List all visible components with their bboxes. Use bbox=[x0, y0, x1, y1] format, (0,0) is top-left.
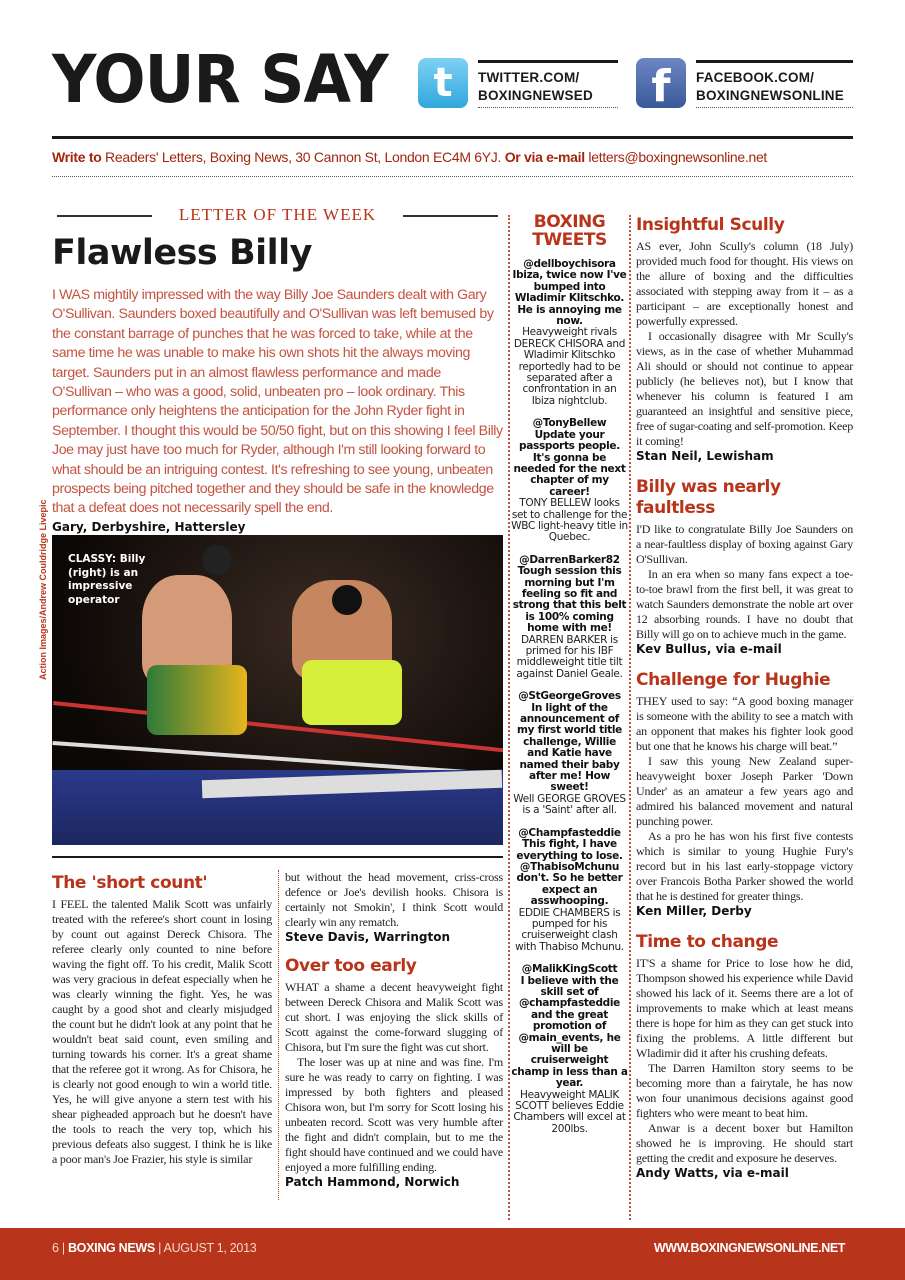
letter-heading: Billy was nearly faultless bbox=[636, 477, 781, 518]
write-to-line bbox=[52, 149, 767, 165]
letters-column-right bbox=[636, 215, 853, 1194]
letter-paragraph: THEY used to say: “A good boxing manager is someone with the ability to see a match with an opponent that makes his fighter look good but one that he knows his charge will beat.” bbox=[636, 694, 853, 753]
write-to-label: Write to bbox=[52, 149, 102, 165]
letter-paragraph: The Darren Hamilton story seems to be becoming more than a fairytale, he has now won four unanimous decisions against good fighters who were meant to beat him. bbox=[636, 1061, 853, 1120]
letters-column-b bbox=[285, 870, 503, 1201]
letter-of-week-kicker: LETTER OF THE WEEK bbox=[52, 205, 503, 225]
tweet-item bbox=[511, 828, 628, 953]
tweet-handle[interactable]: @TonyBellew bbox=[532, 417, 607, 430]
letter-heading: Over too early bbox=[285, 956, 417, 976]
letter-paragraph: In an era when so many fans expect a toe-to-toe brawl from the first bell, it was great to watch Saunders demonstrate the noble art over 12 absorbing rounds. I have no doubt that Billy will go on to achieve much in the game. bbox=[636, 567, 853, 641]
letter-paragraph: WHAT a shame a decent heavyweight fight between Dereck Chisora and Malik Scott was cut short. I was enjoying the slick skills of Scott against the come-forward slugging of Chisora, but I'm sure the fight was cut short. bbox=[285, 980, 503, 1054]
letter-paragraph: AS ever, John Scully's column (18 July) provided much food for thought. His views on the allure of boxing and the difficulties associated with stepping away from it – as a participant – are exceptionally honest and powerfully expressed. bbox=[636, 239, 853, 328]
letter-paragraph: I'D like to congratulate Billy Joe Saunders on a near-faultless display of boxing against Gary O'Sullivan. bbox=[636, 522, 853, 566]
section-rule bbox=[52, 856, 503, 858]
letter-signature: Ken Miller, Derby bbox=[636, 904, 752, 918]
tweet-text: I believe with the skill set of @champfasteddie and the great promotion of @main_events, he will be cruiserweight champ in less than a year. bbox=[511, 974, 628, 1090]
tweet-note: Heavyweight MALIK SCOTT believes Eddie Chambers will excel at 200lbs. bbox=[513, 1088, 626, 1135]
photo-caption: CLASSY: Billy (right) is an impressive operator bbox=[68, 553, 146, 606]
letters-column-a bbox=[52, 873, 272, 1167]
twitter-link[interactable] bbox=[478, 60, 618, 108]
tweet-handle[interactable]: @StGeorgeGroves bbox=[518, 690, 621, 703]
letter-paragraph: The loser was up at nine and was fine. I'm sure he was ready to carry on fighting. I was impressed by both fighters and pleased Chisora won, but I'm sorry for Scott losing his unbeaten record. Scott was very humble after the fight and didn't complain, but to me the fight should have continued and we could have enjoyed a more fulfilling ending. bbox=[285, 1055, 503, 1174]
tweets-divider-right bbox=[629, 215, 631, 1220]
photo-credit: Action Images/Andrew Couldridge Livepic bbox=[38, 499, 48, 680]
issue-date: | AUGUST 1, 2013 bbox=[154, 1241, 257, 1255]
tweet-item bbox=[511, 964, 628, 1135]
facebook-line2: BOXINGNEWSONLINE bbox=[696, 88, 844, 103]
twitter-icon[interactable]: t bbox=[418, 58, 468, 108]
page-title: YOUR SAY bbox=[52, 41, 388, 118]
website-link[interactable]: WWW.BOXINGNEWSONLINE.NET bbox=[653, 1241, 845, 1255]
tweet-item bbox=[511, 418, 628, 543]
twitter-line2: BOXINGNEWSED bbox=[478, 88, 593, 103]
email-link[interactable]: letters@boxingnewsonline.net bbox=[584, 149, 768, 165]
letter-title: Flawless Billy bbox=[52, 233, 312, 273]
tweet-handle[interactable]: @dellboychisora bbox=[523, 258, 616, 270]
tweet-text: Ibiza, twice now I've bumped into Wladimir Klitschko. He is annoying me now. bbox=[512, 269, 627, 328]
tweet-item bbox=[511, 555, 628, 680]
page-footer bbox=[0, 1228, 905, 1280]
letter-body: I WAS mightily impressed with the way Billy Joe Saunders dealt with Gary O'Sullivan. Saunders boxed beautifully and O'Sullivan was left bemused by the constant barrage of punches that he was forced to take, while at the same time he was unable to make his own shots hit the always moving target. Saunders put in an almost flawless performance and made O'Sullivan – who was a good, solid, unbeaten pro – look ordinary. This performance only heightens the anticipation for the John Ryder fight in September. I thought this would be 50/50 fight, but on this showing I feel Billy Joe may just have too much for Ryder, although I'm still looking forward to what should be an intriguing contest. It's refreshing to see young, unbeaten prospects being pitched together and they should be safe in the knowledge that a defeat does not necessarily spell the end. bbox=[52, 287, 503, 517]
tweet-item bbox=[511, 691, 628, 816]
letter-paragraph: I FEEL the talented Malik Scott was unfairly treated with the referee's short count in losing by count out against Dereck Chisora. The referee clearly only counted to nine before waving the fight off. To his credit, Malik Scott was very gracious in defeat especially when he was clearly winning the fight. Yes, he was caught by a good shot and clearly misjudged the count but he didn't look at any point that he wouldn't beat said count, even smiling and turning towards his corner. It's a great shame that the referee got it wrong. As for Chisora, he is clearly not good enough to win a world title. Yes, he will give anyone a stern test with his shear pigheaded approach but he doesn't have the tools to reach the very top, which his previous defeats also suggest. I think he is like a poor man's Joe Frazier, his style is similar bbox=[52, 897, 272, 1166]
tweets-heading: BOXING TWEETS bbox=[532, 212, 607, 250]
letter-signature: Kev Bullus, via e-mail bbox=[636, 642, 782, 656]
header-rule bbox=[52, 136, 853, 139]
letter-signature: Stan Neil, Lewisham bbox=[636, 449, 774, 463]
email-label: Or via e-mail bbox=[504, 149, 585, 165]
tweet-note: Heavyweight rivals DERECK CHISORA and Wladimir Klitschko reportedly had to be separated after a confrontation in an Ibiza nightclub. bbox=[513, 326, 626, 407]
letter-paragraph: Anwar is a decent boxer but Hamilton showed he is improving. He should start getting the credit and exposure he deserves. bbox=[636, 1121, 853, 1165]
twitter-line1: TWITTER.COM/ bbox=[478, 70, 580, 85]
letter-paragraph: IT'S a shame for Price to lose how he did, Thompson showed his experience while David showed his lack of it. Seems there are a lot of improvements to make which at least means there is hope for him as they can get stuck into fixing the problems. A little different but Wladimir did it after his crushing defeats. bbox=[636, 956, 853, 1060]
tweet-note: DARREN BARKER is primed for his IBF middleweight title tilt against Daniel Geale. bbox=[516, 633, 623, 680]
tweets-divider-left bbox=[508, 215, 510, 1220]
page-number: 6 | bbox=[52, 1241, 68, 1255]
letter-heading: Time to change bbox=[636, 932, 779, 952]
letter-heading: The 'short count' bbox=[52, 873, 208, 893]
letter-paragraph: As a pro he has won his first five contests which is similar to young Hughie Fury's record but in his last early-stoppage victory over Francois Botha Parker showed the world that he is destined for greater things. bbox=[636, 829, 853, 903]
tweet-note: TONY BELLEW looks set to challenge for the WBC light-heavy title in Quebec. bbox=[511, 497, 628, 544]
facebook-link[interactable] bbox=[696, 60, 853, 108]
letter-paragraph: I saw this young New Zealand super-heavyweight boxer Joseph Parker 'Down Under' as an amateur a few years ago and admired his balanced movement and natural punching power. bbox=[636, 754, 853, 828]
facebook-line1: FACEBOOK.COM/ bbox=[696, 70, 815, 85]
column-divider bbox=[278, 870, 279, 1200]
letter-paragraph: I occasionally disagree with Mr Scully's views, as in the case of whether Muhammad Ali should or should not continue to appear publicly (he believes not), but I know that whenever his column is featured I am guaranteed an insightful and sensitive piece, free of sugar-coating and self-promotion. Keep it coming! bbox=[636, 329, 853, 448]
tweet-text: Tough session this morning but I'm feeling so fit and strong that this belt is 100% coming home with me! bbox=[512, 565, 627, 635]
address: Readers' Letters, Boxing News, 30 Cannon St, London EC4M 6YJ. bbox=[101, 149, 505, 165]
letter-signature: Patch Hammond, Norwich bbox=[285, 1175, 460, 1189]
facebook-icon[interactable]: f bbox=[636, 58, 686, 108]
tweet-handle[interactable]: @DarrenBarker82 bbox=[519, 553, 620, 566]
tweet-note: EDDIE CHAMBERS is pumped for his cruiserweight clash with Thabiso Mchunu. bbox=[515, 906, 624, 953]
tweet-handle[interactable]: @MalikKingScott bbox=[521, 963, 618, 976]
tweet-text: This fight, I have everything to lose. @ThabisoMchunu don't. So he better expect an asswhooping. bbox=[516, 838, 623, 908]
letter-heading: Challenge for Hughie bbox=[636, 670, 831, 690]
letter-paragraph: but without the head movement, criss-cross defence or Joe's devilish hooks. Chisora is certainly not Smokin', I think Scott would clearly win any rematch. bbox=[285, 870, 503, 929]
publication-name: BOXING NEWS bbox=[67, 1241, 155, 1255]
letter-heading: Insightful Scully bbox=[636, 215, 785, 235]
letter-signature: Steve Davis, Warrington bbox=[285, 930, 451, 944]
dotted-divider bbox=[52, 176, 853, 177]
letter-of-week bbox=[52, 286, 503, 534]
letter-signature: Andy Watts, via e-mail bbox=[636, 1166, 789, 1180]
tweet-item bbox=[511, 259, 628, 407]
tweet-text: In light of the announcement of my first world title challenge, Willie and Katie have named their baby after me! How sweet! bbox=[517, 701, 622, 794]
tweet-note: Well GEORGE GROVES is a 'Saint' after all. bbox=[513, 792, 626, 817]
tweet-text: Update your passports people. It's gonna be needed for the next chapter of my career! bbox=[513, 428, 626, 498]
boxing-tweets bbox=[511, 213, 628, 1146]
letter-signature: Gary, Derbyshire, Hattersley bbox=[52, 519, 246, 534]
tweet-handle[interactable]: @Champfasteddie bbox=[518, 826, 621, 839]
